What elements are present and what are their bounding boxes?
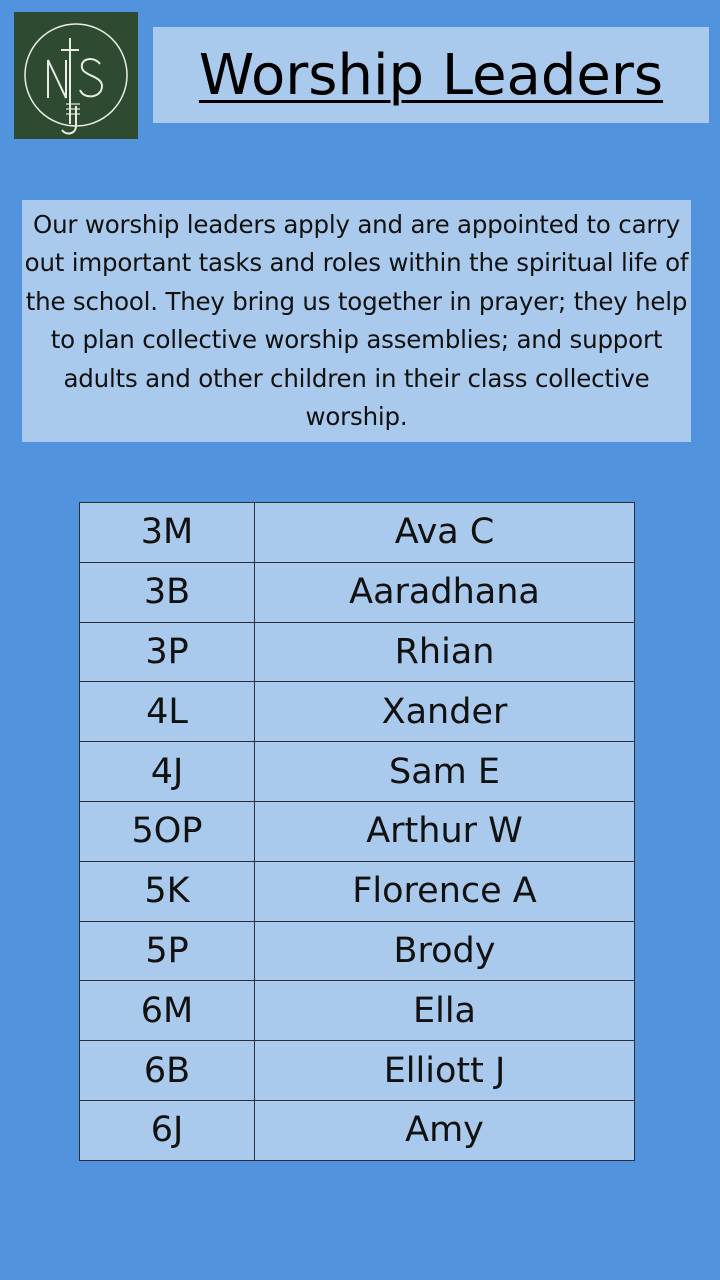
- table-row: [80, 622, 635, 682]
- table-row: [80, 562, 635, 622]
- leader-name-cell: Ava C: [255, 503, 635, 563]
- class-cell: 4L: [80, 682, 255, 742]
- leader-name-cell: Ella: [255, 981, 635, 1041]
- leader-name-cell: Elliott J: [255, 1041, 635, 1101]
- leader-name-cell: Florence A: [255, 861, 635, 921]
- class-cell: 3P: [80, 622, 255, 682]
- leader-name-cell: Aaradhana: [255, 562, 635, 622]
- class-cell: 6J: [80, 1100, 255, 1160]
- class-cell: 6B: [80, 1041, 255, 1101]
- table-row: [80, 861, 635, 921]
- leader-name-cell: Brody: [255, 921, 635, 981]
- table-row: [80, 682, 635, 742]
- class-cell: 3M: [80, 503, 255, 563]
- intro-panel: [22, 200, 691, 442]
- leader-name-cell: Xander: [255, 682, 635, 742]
- table-row: [80, 981, 635, 1041]
- leader-name-cell: Sam E: [255, 742, 635, 802]
- worship-leaders-table: [79, 502, 635, 1161]
- leader-name-cell: Arthur W: [255, 801, 635, 861]
- school-crest-icon: [14, 12, 138, 139]
- table-row: [80, 921, 635, 981]
- class-cell: 5OP: [80, 801, 255, 861]
- class-cell: 5K: [80, 861, 255, 921]
- title-banner: [153, 27, 709, 123]
- leader-name-cell: Rhian: [255, 622, 635, 682]
- page-title: Worship Leaders: [198, 42, 664, 108]
- intro-text: Our worship leaders apply and are appointed to carry out important tasks and roles within the spiritual life of the school. They bring us together in prayer; they help to plan collective worship assemblies; and support adults and other children in their class collective worship.: [24, 209, 689, 431]
- table-row: [80, 1100, 635, 1160]
- table-row: [80, 742, 635, 802]
- leader-name-cell: Amy: [255, 1100, 635, 1160]
- table-row: [80, 801, 635, 861]
- class-cell: 3B: [80, 562, 255, 622]
- class-cell: 5P: [80, 921, 255, 981]
- table-row: [80, 503, 635, 563]
- class-cell: 6M: [80, 981, 255, 1041]
- table-row: [80, 1041, 635, 1101]
- class-cell: 4J: [80, 742, 255, 802]
- school-logo: [14, 12, 138, 139]
